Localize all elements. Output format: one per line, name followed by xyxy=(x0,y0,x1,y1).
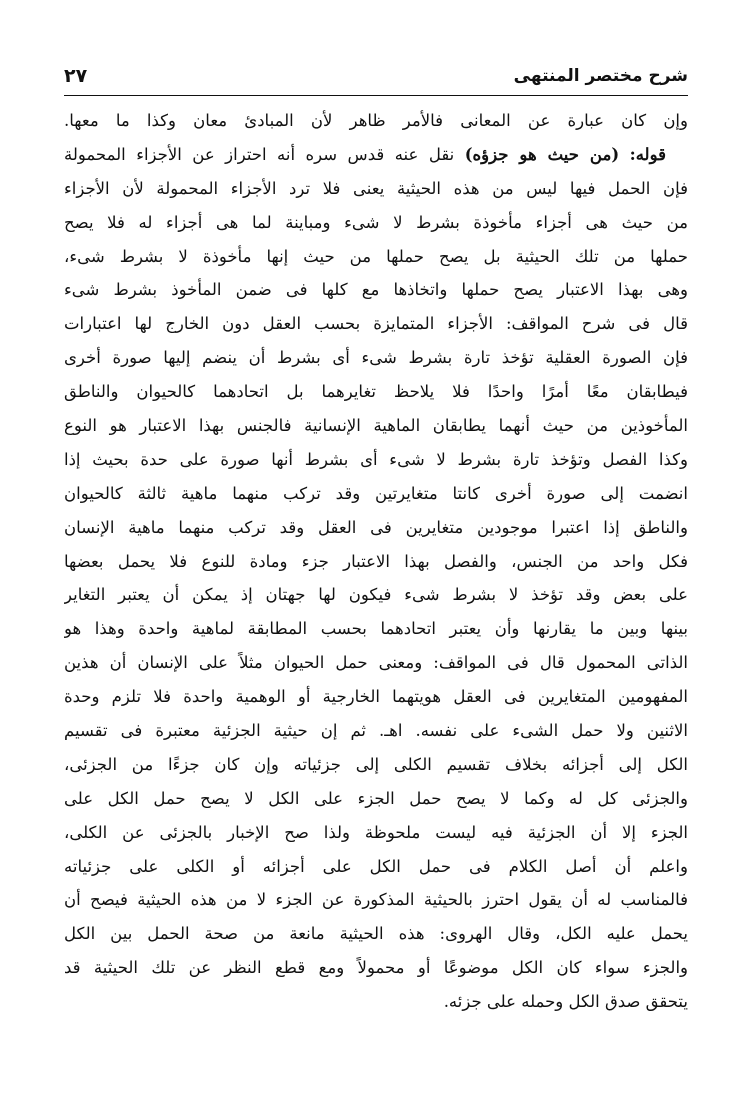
text-line: المأخوذين من حيث أنهما يطابقان الماهية الإنسانية فالجنس بهذا الاعتبار هو النوع xyxy=(64,416,688,436)
commentary-text xyxy=(64,104,688,1019)
running-title: شرح مختصر المنتهى xyxy=(513,66,688,86)
text-line: قال فى شرح المواقف: الأجزاء المتمايزة بحسب العقل دون الخارج لها اعتبارات xyxy=(64,314,688,334)
text-line: حملها من تلك الحيثية بل يصح حملها من حيث إنها مأخوذة لا بشرط شىء، xyxy=(64,246,688,266)
text-line-lemma xyxy=(64,138,688,172)
page-number: ٢٧ xyxy=(64,65,88,87)
text-line: والجزئى كل له وكما لا يصح حمل الجزء على الكل لا يصح حمل الكل على xyxy=(64,788,688,808)
text-line: على بعض وقد تؤخذ لا بشرط شىء فيكون لها جهتان إذ يمكن أن يعتبر التغاير xyxy=(64,585,688,605)
text-line: فيطابقان معًا أمرًا واحدًا فلا يلاحظ تغايرهما بل اتحادهما كالحيوان والناطق xyxy=(64,382,688,402)
text-line: فالمناسب له أن يقول احترز بالحيثية المذكورة عن الجزء لا من هذه الحيثية فيصح أن xyxy=(64,890,688,910)
text-line: وهى بهذا الاعتبار يصح حملها واتخاذها مع كلها فى ضمن المأخوذ بشرط شىء xyxy=(64,280,688,300)
text-line: وكذا الفصل وتؤخذ تارة بشرط لا شىء أى بشرط أنها صورة على حدة بحيث إذا xyxy=(64,449,688,469)
lemma-quote: (من حيث هو جزؤه) xyxy=(464,144,620,164)
text-line: فإن الصورة العقلية تؤخذ تارة بشرط شىء أى بشرط أن ينضم إليها صورة أخرى xyxy=(64,348,688,368)
text-line: وإن كان عبارة عن المعانى فالأمر ظاهر لأن المبادئ معان وكذا ما معها. xyxy=(64,111,688,130)
text-line-final: يتحقق صدق الكل وحمله على جزئه. xyxy=(443,992,688,1012)
text-line: فكل واحد من الجنس، والفصل بهذا الاعتبار جزء ومادة للنوع فلا يحمل بعضها xyxy=(64,551,688,571)
text-line: الكل إلى أجزائه بخلاف تقسيم الكلى إلى جزئياته وإن كان جزءًا من الجزئى، xyxy=(64,754,688,774)
text-line: واعلم أن أصل الكلام فى حمل الكل على أجزائه أو الكلى على جزئياته xyxy=(64,856,688,876)
text-line: فإن الحمل فيها ليس من هذه الحيثية يعنى فلا ترد الأجزاء المحمولة لأن الأجزاء xyxy=(64,178,688,198)
lemma-label: قوله: xyxy=(629,144,666,164)
text-line: الجزء إلا أن الجزئية فيه ليست ملحوظة ولذا صح الإخبار بالجزئى عن الكلى، xyxy=(64,822,688,842)
text-line: والجزء سواء كان الكل موضوعًا أو محمولاً ومع قطع النظر عن تلك الحيثية قد xyxy=(64,958,688,978)
text-line: الذاتى المحمول قال فى المواقف: ومعنى حمل الحيوان مثلاً على الإنسان أن هذين xyxy=(64,653,688,673)
lemma-text: نقل عنه قدس سره أنه احتراز عن الأجزاء المحمولة xyxy=(64,144,455,164)
text-line: المفهومين المتغايرين فى العقل هويتهما الخارجية أو الوهمية واحدة فلا تلزم وحدة xyxy=(64,687,688,707)
text-line: من حيث هى أجزاء مأخوذة بشرط لا شىء ومباينة لما هى أجزاء له فلا يصح xyxy=(64,212,688,232)
header-rule xyxy=(64,95,688,96)
text-line: الاثنين ولا حمل الشىء على نفسه. اهـ. ثم إن حيثية الجزئية معتبرة فى تقسيم xyxy=(64,721,688,741)
text-line: انضمت إلى صورة أخرى كانتا متغايرتين وقد تركب منهما ماهية ثالثة كالحيوان xyxy=(64,483,688,503)
text-line: والناطق إذا اعتبرا موجودين متغايرين فى العقل وقد تركب منهما ماهية الإنسان xyxy=(64,517,688,537)
text-line: بينها وبين ما يقارنها وأن يعتبر اتحادهما بحسب المطابقة لماهية واحدة وهذا هو xyxy=(64,619,688,639)
text-line: يحمل عليه الكل، وقال الهروى: هذه الحيثية مانعة من صحة الحمل بين الكل xyxy=(64,924,688,944)
page-header xyxy=(64,64,688,92)
